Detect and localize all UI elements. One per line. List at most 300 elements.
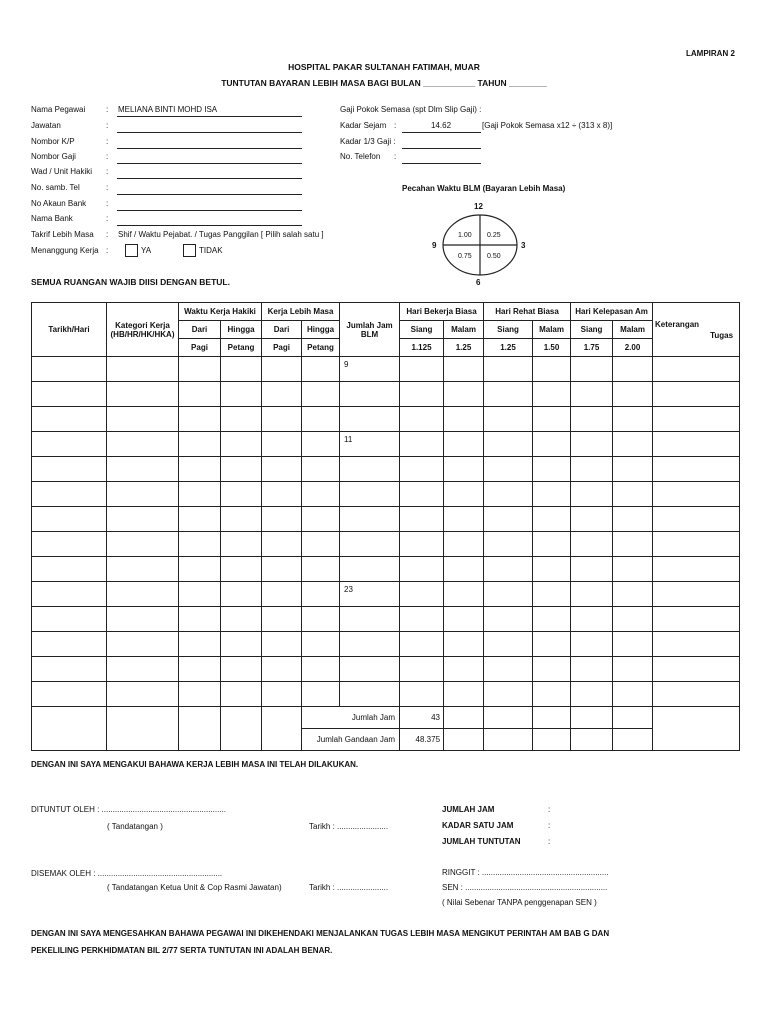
header-jumlah-jam: Jumlah Jam BLM <box>340 303 400 357</box>
header-waktu-hakiki: Waktu Kerja Hakiki <box>179 303 262 321</box>
table-cell[interactable] <box>302 432 340 457</box>
table-cell[interactable] <box>653 607 740 632</box>
table-cell[interactable] <box>107 507 179 532</box>
kadar-13-label: Kadar 1/3 Gaji : <box>340 137 396 146</box>
overtime-table <box>31 302 740 751</box>
table-cell[interactable] <box>107 482 179 507</box>
table-cell[interactable] <box>179 532 221 557</box>
table-cell[interactable] <box>32 407 107 432</box>
jumlah-jam-cell[interactable] <box>340 507 400 532</box>
table-cell[interactable] <box>179 357 221 382</box>
table-cell[interactable] <box>484 729 533 751</box>
table-row <box>32 532 740 557</box>
table-cell[interactable] <box>653 557 740 582</box>
kadar-sejam-label: Kadar Sejam <box>340 121 387 130</box>
table-cell[interactable] <box>107 607 179 632</box>
table-cell[interactable] <box>571 507 613 532</box>
table-cell[interactable] <box>262 682 302 707</box>
tarikh-2[interactable]: Tarikh : ....................... <box>309 883 389 892</box>
table-cell[interactable] <box>32 657 107 682</box>
hospital-name: HOSPITAL PAKAR SULTANAH FATIMAH, MUAR <box>288 62 480 72</box>
table-row <box>32 357 740 382</box>
table-cell[interactable] <box>484 507 533 532</box>
field-label-jawatan: Jawatan <box>31 121 61 130</box>
table-cell[interactable] <box>221 707 262 751</box>
kadar-sejam-value[interactable]: 14.62 <box>431 121 452 130</box>
table-cell[interactable] <box>262 632 302 657</box>
rate-cell: 1.25 <box>444 339 484 357</box>
table-cell[interactable] <box>653 382 740 407</box>
table-cell[interactable] <box>613 482 653 507</box>
header-malam: Malam <box>613 321 653 339</box>
table-cell[interactable] <box>262 407 302 432</box>
table-cell[interactable] <box>302 357 340 382</box>
table-cell[interactable] <box>444 382 484 407</box>
table-cell[interactable] <box>400 432 444 457</box>
table-cell[interactable] <box>444 432 484 457</box>
table-cell[interactable] <box>107 682 179 707</box>
table-cell[interactable] <box>613 432 653 457</box>
jumlah-jam-cell[interactable] <box>340 632 400 657</box>
clock-9: 9 <box>432 241 437 250</box>
jumlah-jam-cell[interactable]: 9 <box>340 357 400 382</box>
field-label-menanggung: Menanggung Kerja <box>31 246 99 255</box>
table-cell[interactable] <box>484 432 533 457</box>
table-cell[interactable] <box>613 657 653 682</box>
table-cell[interactable] <box>262 607 302 632</box>
table-cell[interactable] <box>179 557 221 582</box>
colon: : <box>548 837 551 846</box>
table-cell[interactable] <box>571 607 613 632</box>
table-cell[interactable] <box>444 707 484 729</box>
table-cell[interactable] <box>179 507 221 532</box>
jumlah-jam-cell[interactable] <box>340 607 400 632</box>
table-row <box>32 682 740 707</box>
table-cell[interactable] <box>484 532 533 557</box>
lampiran-label: LAMPIRAN 2 <box>686 49 735 58</box>
table-cell[interactable] <box>484 582 533 607</box>
table-cell[interactable] <box>533 532 571 557</box>
header-hari-kelepasan: Hari Kelepasan Am <box>571 303 653 321</box>
telefon-label: No. Telefon <box>340 152 381 161</box>
table-cell[interactable] <box>107 632 179 657</box>
table-cell[interactable] <box>653 507 740 532</box>
table-cell[interactable] <box>400 632 444 657</box>
table-cell[interactable] <box>221 532 262 557</box>
table-cell[interactable] <box>444 607 484 632</box>
declaration-2-line-1: DENGAN INI SAYA MENGESAHKAN BAHAWA PEGAWAI INI DIKEHENDAKI MENJALANKAN TUGAS LEBIH MASA MENGIKUT PERINTAH AM BAB G DAN <box>31 929 610 938</box>
header-pagi: Pagi <box>179 339 221 357</box>
header-hingga: Hingga <box>221 321 262 339</box>
table-cell[interactable] <box>533 729 571 751</box>
disemak-oleh[interactable]: DISEMAK OLEH : ........................................................ <box>31 869 223 878</box>
table-cell[interactable] <box>653 457 740 482</box>
checkbox-ya[interactable] <box>125 244 138 257</box>
table-cell[interactable] <box>221 432 262 457</box>
field-label-kp: Nombor K/P <box>31 137 75 146</box>
tandatangan-ketua-label: ( Tandatangan Ketua Unit & Cop Rasmi Jawatan) <box>107 883 282 892</box>
table-cell[interactable] <box>613 382 653 407</box>
table-cell[interactable] <box>32 707 107 751</box>
ringgit-field[interactable]: RINGGIT : ......................................................... <box>442 868 609 877</box>
table-cell[interactable] <box>571 382 613 407</box>
table-cell[interactable] <box>653 632 740 657</box>
table-cell[interactable] <box>653 357 740 382</box>
colon: : <box>106 152 109 161</box>
table-cell[interactable] <box>262 532 302 557</box>
table-cell[interactable] <box>571 357 613 382</box>
table-cell[interactable] <box>302 557 340 582</box>
table-cell[interactable] <box>179 682 221 707</box>
jumlah-jam-label: Jumlah Jam <box>302 707 400 729</box>
table-cell[interactable] <box>302 407 340 432</box>
table-cell[interactable] <box>400 607 444 632</box>
dituntut-oleh[interactable]: DITUNTUT OLEH : ........................................................ <box>31 805 226 814</box>
field-jawatan-input[interactable] <box>117 132 302 133</box>
field-value-nama[interactable]: MELIANA BINTI MOHD ISA <box>118 105 218 114</box>
table-cell[interactable] <box>179 607 221 632</box>
table-cell[interactable] <box>533 657 571 682</box>
table-cell[interactable] <box>613 582 653 607</box>
table-cell[interactable] <box>302 632 340 657</box>
jumlah-jam-cell[interactable] <box>340 407 400 432</box>
table-cell[interactable] <box>613 632 653 657</box>
table-cell[interactable] <box>107 432 179 457</box>
table-cell[interactable] <box>571 707 613 729</box>
table-cell[interactable] <box>400 657 444 682</box>
table-cell[interactable] <box>302 507 340 532</box>
table-cell[interactable] <box>613 729 653 751</box>
notice-text: SEMUA RUANGAN WAJIB DIISI DENGAN BETUL. <box>31 277 230 287</box>
kadar-sejam-note: [Gaji Pokok Semasa x12 ÷ (313 x 8)] <box>482 121 613 130</box>
table-cell[interactable] <box>107 707 179 751</box>
table-cell[interactable] <box>533 632 571 657</box>
table-cell[interactable] <box>262 382 302 407</box>
clock-6: 6 <box>476 278 481 287</box>
jumlah-jam-cell[interactable]: 11 <box>340 432 400 457</box>
table-cell[interactable] <box>484 707 533 729</box>
header-tarikh: Tarikh/Hari <box>32 303 107 357</box>
table-cell[interactable] <box>484 407 533 432</box>
table-cell[interactable] <box>533 382 571 407</box>
table-cell[interactable] <box>613 507 653 532</box>
table-cell[interactable] <box>571 657 613 682</box>
table-cell[interactable] <box>571 482 613 507</box>
table-cell[interactable] <box>107 557 179 582</box>
tandatangan-label: ( Tandatangan ) <box>107 822 163 831</box>
jumlah-jam-cell[interactable]: 23 <box>340 582 400 607</box>
table-cell[interactable] <box>32 507 107 532</box>
jumlah-tuntutan: JUMLAH TUNTUTAN <box>442 837 521 846</box>
jumlah-jam-cell[interactable] <box>340 457 400 482</box>
table-cell[interactable] <box>221 582 262 607</box>
table-cell[interactable] <box>262 482 302 507</box>
clock-face <box>440 210 520 280</box>
jumlah-jam-cell[interactable] <box>340 532 400 557</box>
table-cell[interactable] <box>533 582 571 607</box>
field-gaji-input[interactable] <box>117 163 302 164</box>
header-dari: Dari <box>262 321 302 339</box>
table-cell[interactable] <box>32 457 107 482</box>
kadar-13-input[interactable] <box>402 148 481 149</box>
table-cell[interactable] <box>221 632 262 657</box>
table-cell[interactable] <box>302 382 340 407</box>
table-cell[interactable] <box>302 457 340 482</box>
table-cell[interactable] <box>444 632 484 657</box>
table-cell[interactable] <box>32 532 107 557</box>
field-label-tel: No. samb. Tel <box>31 183 80 192</box>
table-cell[interactable] <box>444 729 484 751</box>
table-cell[interactable] <box>571 632 613 657</box>
table-cell[interactable] <box>400 357 444 382</box>
table-cell[interactable] <box>533 682 571 707</box>
colon: : <box>106 105 109 114</box>
table-cell[interactable] <box>484 632 533 657</box>
table-cell[interactable] <box>571 582 613 607</box>
table-cell[interactable] <box>653 582 740 607</box>
tarikh-1[interactable]: Tarikh : ....................... <box>309 822 389 831</box>
table-cell[interactable] <box>400 457 444 482</box>
table-cell[interactable] <box>613 357 653 382</box>
table-cell[interactable] <box>613 707 653 729</box>
table-cell[interactable] <box>221 607 262 632</box>
table-cell[interactable] <box>221 657 262 682</box>
sen-field[interactable]: SEN : ................................................................ <box>442 883 608 892</box>
table-cell[interactable] <box>221 557 262 582</box>
table-cell[interactable] <box>484 382 533 407</box>
colon: : <box>106 183 109 192</box>
jumlah-jam-cell[interactable] <box>340 557 400 582</box>
table-row <box>32 607 740 632</box>
table-cell[interactable] <box>571 532 613 557</box>
table-cell[interactable] <box>571 457 613 482</box>
colon: : <box>106 230 109 239</box>
table-cell[interactable] <box>444 482 484 507</box>
table-cell[interactable] <box>400 407 444 432</box>
table-cell[interactable] <box>302 532 340 557</box>
table-cell[interactable] <box>221 357 262 382</box>
table-cell[interactable] <box>613 557 653 582</box>
table-cell[interactable] <box>484 557 533 582</box>
table-cell[interactable] <box>400 557 444 582</box>
table-cell[interactable] <box>653 707 740 751</box>
field-label-gaji: Nombor Gaji <box>31 152 76 161</box>
colon: : <box>106 167 109 176</box>
table-cell[interactable] <box>653 407 740 432</box>
declaration-2-line-2: PEKELILING PERKHIDMATAN BIL 2/77 SERTA TUNTUTAN INI ADALAH BENAR. <box>31 946 333 955</box>
table-cell[interactable] <box>444 682 484 707</box>
table-cell[interactable] <box>302 682 340 707</box>
jumlah-jam-cell[interactable] <box>340 657 400 682</box>
table-cell[interactable] <box>400 507 444 532</box>
header-kerja-lebih: Kerja Lebih Masa <box>262 303 340 321</box>
table-cell[interactable] <box>32 582 107 607</box>
colon: : <box>106 137 109 146</box>
table-cell[interactable] <box>179 432 221 457</box>
field-label-wad: Wad / Unit Hakiki <box>31 167 93 176</box>
table-cell[interactable] <box>400 582 444 607</box>
table-cell[interactable] <box>107 532 179 557</box>
table-cell[interactable] <box>302 582 340 607</box>
table-cell[interactable] <box>32 557 107 582</box>
table-cell[interactable] <box>484 682 533 707</box>
table-cell[interactable] <box>107 407 179 432</box>
clock-3: 3 <box>521 241 526 250</box>
table-cell[interactable] <box>221 407 262 432</box>
table-cell[interactable] <box>653 657 740 682</box>
colon: : <box>548 821 551 830</box>
field-label-akaun: No Akaun Bank <box>31 199 87 208</box>
jumlah-jam-cell[interactable] <box>340 382 400 407</box>
table-cell[interactable] <box>32 607 107 632</box>
table-cell[interactable] <box>444 532 484 557</box>
table-cell[interactable] <box>533 407 571 432</box>
table-cell[interactable] <box>179 582 221 607</box>
table-cell[interactable] <box>262 507 302 532</box>
jumlah-jam-cell[interactable] <box>340 482 400 507</box>
jumlah-jam-value[interactable]: 43 <box>400 707 444 729</box>
table-cell[interactable] <box>571 557 613 582</box>
table-cell[interactable] <box>444 507 484 532</box>
colon: : <box>106 199 109 208</box>
table-cell[interactable] <box>302 607 340 632</box>
table-cell[interactable] <box>262 657 302 682</box>
header-hari-biasa: Hari Bekerja Biasa <box>400 303 484 321</box>
checkbox-tidak[interactable] <box>183 244 196 257</box>
table-cell[interactable] <box>533 607 571 632</box>
field-bank-input[interactable] <box>117 225 302 226</box>
table-cell[interactable] <box>262 582 302 607</box>
jumlah-gandaan-label: Jumlah Gandaan Jam <box>302 729 400 751</box>
table-cell[interactable] <box>302 482 340 507</box>
header-malam: Malam <box>444 321 484 339</box>
field-akaun-input[interactable] <box>117 210 302 211</box>
table-cell[interactable] <box>653 482 740 507</box>
table-cell[interactable] <box>484 657 533 682</box>
table-cell[interactable] <box>179 382 221 407</box>
header-petang: Petang <box>221 339 262 357</box>
table-cell[interactable] <box>613 682 653 707</box>
table-cell[interactable] <box>32 432 107 457</box>
table-cell[interactable] <box>221 482 262 507</box>
table-cell[interactable] <box>262 457 302 482</box>
table-cell[interactable] <box>179 482 221 507</box>
table-cell[interactable] <box>484 457 533 482</box>
table-cell[interactable] <box>302 657 340 682</box>
table-cell[interactable] <box>484 607 533 632</box>
table-cell[interactable] <box>32 682 107 707</box>
table-row <box>32 482 740 507</box>
table-body <box>32 357 740 707</box>
table-cell[interactable] <box>179 707 221 751</box>
field-value-takrif: Shif / Waktu Pejabat. / Tugas Panggilan [ Pilih salah satu ] <box>118 230 324 239</box>
table-cell[interactable] <box>653 432 740 457</box>
table-cell[interactable] <box>444 407 484 432</box>
telefon-input[interactable] <box>402 163 481 164</box>
header-siang: Siang <box>484 321 533 339</box>
table-cell[interactable] <box>533 557 571 582</box>
table-cell[interactable] <box>32 632 107 657</box>
rate-cell: 1.50 <box>533 339 571 357</box>
jumlah-jam-cell[interactable] <box>340 682 400 707</box>
table-cell[interactable] <box>571 682 613 707</box>
table-cell[interactable] <box>613 457 653 482</box>
table-cell[interactable] <box>262 707 302 751</box>
table-cell[interactable] <box>653 532 740 557</box>
table-cell[interactable] <box>400 532 444 557</box>
table-cell[interactable] <box>444 557 484 582</box>
table-cell[interactable] <box>179 457 221 482</box>
table-cell[interactable] <box>107 382 179 407</box>
field-kp-input[interactable] <box>117 148 302 149</box>
colon: : <box>106 246 109 255</box>
table-cell[interactable] <box>571 407 613 432</box>
table-row <box>32 557 740 582</box>
table-cell[interactable] <box>262 557 302 582</box>
table-cell[interactable] <box>221 382 262 407</box>
table-cell[interactable] <box>262 357 302 382</box>
table-cell[interactable] <box>32 357 107 382</box>
table-cell[interactable] <box>533 432 571 457</box>
table-cell[interactable] <box>400 382 444 407</box>
table-cell[interactable] <box>533 457 571 482</box>
table-cell[interactable] <box>107 457 179 482</box>
table-cell[interactable] <box>221 457 262 482</box>
table-cell[interactable] <box>533 482 571 507</box>
table-cell[interactable] <box>613 407 653 432</box>
table-cell[interactable] <box>107 582 179 607</box>
keterangan-label: Keterangan <box>655 319 700 329</box>
table-cell[interactable] <box>262 432 302 457</box>
field-tel-input[interactable] <box>117 194 302 195</box>
table-row <box>32 457 740 482</box>
table-cell[interactable] <box>444 357 484 382</box>
table-cell[interactable] <box>221 682 262 707</box>
table-cell[interactable] <box>533 707 571 729</box>
table-cell[interactable] <box>613 532 653 557</box>
table-cell[interactable] <box>533 507 571 532</box>
jumlah-gandaan-value[interactable]: 48.375 <box>400 729 444 751</box>
table-cell[interactable] <box>444 657 484 682</box>
table-cell[interactable] <box>533 357 571 382</box>
table-cell[interactable] <box>571 729 613 751</box>
table-cell[interactable] <box>613 607 653 632</box>
colon: : <box>106 214 109 223</box>
table-cell[interactable] <box>444 457 484 482</box>
table-cell[interactable] <box>400 482 444 507</box>
table-cell[interactable] <box>179 407 221 432</box>
table-cell[interactable] <box>107 657 179 682</box>
table-cell[interactable] <box>484 482 533 507</box>
table-cell[interactable] <box>400 682 444 707</box>
table-cell[interactable] <box>221 507 262 532</box>
field-label-bank: Nama Bank <box>31 214 73 223</box>
table-cell[interactable] <box>179 657 221 682</box>
table-cell[interactable] <box>484 357 533 382</box>
table-cell[interactable] <box>444 582 484 607</box>
field-wad-input[interactable] <box>117 178 302 179</box>
header-kategori: Kategori Kerja (HB/HR/HK/HKA) <box>107 303 179 357</box>
table-cell[interactable] <box>32 482 107 507</box>
colon: : <box>548 805 551 814</box>
table-cell[interactable] <box>571 432 613 457</box>
table-cell[interactable] <box>179 632 221 657</box>
table-cell[interactable] <box>107 357 179 382</box>
table-cell[interactable] <box>653 682 740 707</box>
table-row <box>32 407 740 432</box>
table-cell[interactable] <box>32 382 107 407</box>
clock-q-100: 1.00 <box>458 232 472 239</box>
